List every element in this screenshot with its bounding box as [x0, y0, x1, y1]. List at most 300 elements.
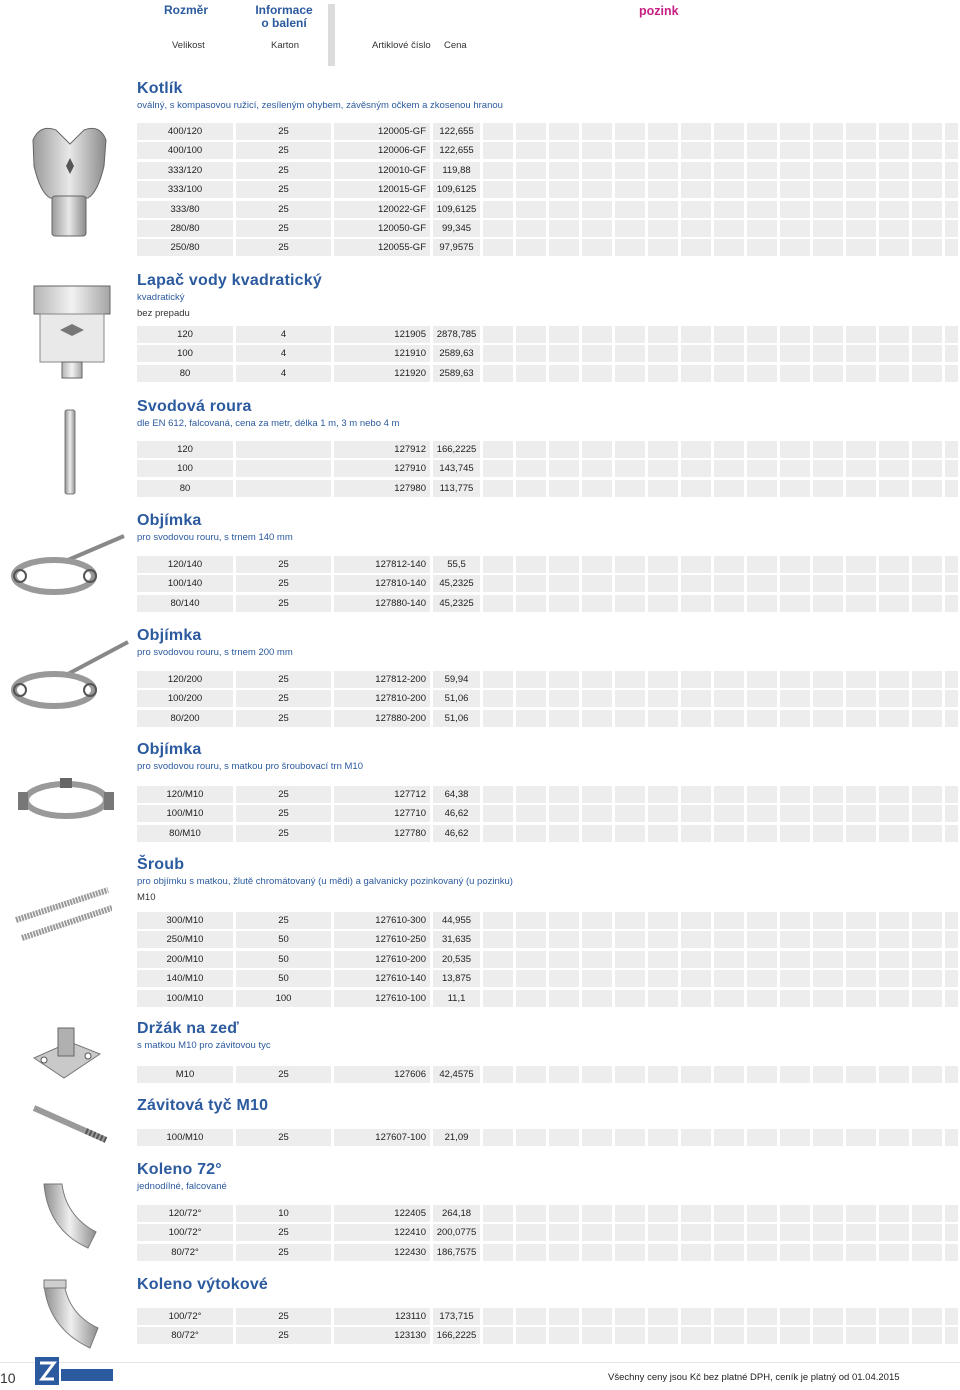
row-cell-bg: [648, 1327, 678, 1344]
row-cell-bg: [945, 365, 958, 382]
cell-size: 100: [177, 463, 193, 474]
row-cell-bg: [747, 239, 777, 256]
row-cell-bg: [483, 931, 513, 948]
row-cell-bg: [879, 990, 909, 1007]
row-cell-bg: [813, 326, 843, 343]
row-cell-bg: [945, 345, 958, 362]
cell-price: 109,6125: [436, 184, 477, 195]
row-cell-bg: [780, 690, 810, 707]
cell-price: 173,715: [439, 1311, 474, 1322]
cell-carton: 25: [278, 598, 289, 609]
row-cell-bg: [945, 556, 958, 573]
row-cell-bg: [747, 931, 777, 948]
cell-article: 121910: [394, 348, 426, 359]
section-note: M10: [137, 892, 156, 903]
row-cell-bg: [945, 480, 958, 497]
cell-article: 120015-GF: [377, 184, 426, 195]
cell-price: 59,94: [444, 674, 469, 685]
row-cell-bg: [747, 1327, 777, 1344]
row-cell-bg: [879, 805, 909, 822]
row-cell-bg: [516, 1205, 546, 1222]
row-cell-bg: [780, 912, 810, 929]
row-cell-bg: [747, 1129, 777, 1146]
row-cell-bg: [945, 912, 958, 929]
row-cell-bg: [549, 365, 579, 382]
row-cell-bg: [549, 595, 579, 612]
row-cell-bg: [582, 1129, 612, 1146]
cell-carton: 4: [280, 329, 287, 340]
row-cell-bg: [912, 710, 942, 727]
cell-size: 100/72°: [168, 1311, 202, 1322]
row-cell-bg: [813, 142, 843, 159]
cell-size: 100: [177, 348, 193, 359]
row-cell-bg: [945, 671, 958, 688]
row-cell-bg: [648, 825, 678, 842]
cell-price: 55,5: [447, 559, 466, 570]
row-cell-bg: [747, 1308, 777, 1325]
row-cell-bg: [846, 671, 876, 688]
row-cell-bg: [912, 162, 942, 179]
section-title: Objímka: [137, 627, 202, 644]
row-cell-bg: [714, 1244, 744, 1261]
row-cell-bg: [879, 480, 909, 497]
row-cell-bg: [747, 201, 777, 218]
row-cell-bg: [714, 1066, 744, 1083]
row-cell-bg: [681, 1308, 711, 1325]
row-cell-bg: [615, 786, 645, 803]
row-cell-bg: [747, 181, 777, 198]
row-cell-bg: [813, 1224, 843, 1241]
row-cell-bg: [483, 326, 513, 343]
cell-price: 166,2225: [436, 1330, 477, 1341]
row-cell-bg: [945, 1224, 958, 1241]
cell-article: 127810-200: [375, 693, 426, 704]
row-cell-bg: [648, 365, 678, 382]
row-cell-bg: [648, 1224, 678, 1241]
row-cell-bg: [945, 460, 958, 477]
row-cell-bg: [681, 931, 711, 948]
row-cell-bg: [615, 970, 645, 987]
cell-carton: 25: [278, 1132, 289, 1143]
section-title: Závitová tyč M10: [137, 1097, 269, 1114]
cell-price: 21,09: [444, 1132, 469, 1143]
table-row: [137, 365, 958, 382]
row-cell-bg: [516, 201, 546, 218]
row-cell-bg: [714, 951, 744, 968]
row-cell-bg: [516, 1327, 546, 1344]
row-cell-bg: [516, 1224, 546, 1241]
row-cell-bg: [813, 123, 843, 140]
row-cell-bg: [912, 575, 942, 592]
cell-price: 122,655: [439, 145, 474, 156]
row-cell-bg: [912, 556, 942, 573]
row-cell-bg: [681, 710, 711, 727]
row-cell-bg: [483, 123, 513, 140]
row-cell-bg: [615, 1244, 645, 1261]
row-cell-bg: [912, 1129, 942, 1146]
row-cell-bg: [582, 181, 612, 198]
cell-article: 127880-140: [375, 598, 426, 609]
row-cell-bg: [516, 345, 546, 362]
row-cell-bg: [648, 142, 678, 159]
cell-carton: 25: [278, 1227, 289, 1238]
row-cell-bg: [813, 805, 843, 822]
row-cell-bg: [945, 181, 958, 198]
row-cell-bg: [714, 805, 744, 822]
cell-carton: 25: [278, 578, 289, 589]
row-cell-bg: [846, 990, 876, 1007]
cell-price: 42,4575: [439, 1069, 474, 1080]
row-cell-bg: [516, 556, 546, 573]
table-row: [137, 1224, 958, 1241]
row-cell-bg: [681, 690, 711, 707]
row-cell-bg: [780, 181, 810, 198]
cell-article: 127610-200: [375, 954, 426, 965]
row-cell-bg: [879, 710, 909, 727]
row-cell-bg: [483, 1066, 513, 1083]
row-cell-bg: [681, 1066, 711, 1083]
row-cell-bg: [912, 239, 942, 256]
row-cell-bg: [549, 912, 579, 929]
row-cell-bg: [945, 595, 958, 612]
cell-size: 100/72°: [168, 1227, 202, 1238]
row-cell-bg: [615, 181, 645, 198]
section-subtitle: s matkou M10 pro závitovou tyc: [137, 1040, 271, 1051]
row-cell-bg: [813, 220, 843, 237]
cell-price: 46,62: [444, 828, 469, 839]
row-cell-bg: [582, 1224, 612, 1241]
row-cell-bg: [747, 710, 777, 727]
row-cell-bg: [582, 951, 612, 968]
row-cell-bg: [879, 690, 909, 707]
row-cell-bg: [912, 970, 942, 987]
row-cell-bg: [780, 460, 810, 477]
row-cell-bg: [813, 1129, 843, 1146]
row-cell-bg: [549, 671, 579, 688]
cell-size: 80/200: [170, 713, 200, 724]
row-cell-bg: [945, 970, 958, 987]
downpipe-image: [60, 408, 80, 496]
row-cell-bg: [912, 1205, 942, 1222]
row-cell-bg: [582, 805, 612, 822]
row-cell-bg: [780, 1244, 810, 1261]
row-cell-bg: [549, 1308, 579, 1325]
cell-carton: 25: [278, 789, 289, 800]
row-cell-bg: [879, 786, 909, 803]
cell-article: 127810-140: [375, 578, 426, 589]
section-title: Svodová roura: [137, 398, 252, 415]
table-row: [137, 1308, 958, 1325]
row-cell-bg: [714, 575, 744, 592]
row-cell-bg: [648, 123, 678, 140]
row-cell-bg: [846, 345, 876, 362]
row-cell-bg: [483, 1308, 513, 1325]
cell-article: 120055-GF: [377, 242, 426, 253]
row-cell-bg: [879, 220, 909, 237]
row-cell-bg: [681, 575, 711, 592]
cell-size: 280/80: [170, 223, 200, 234]
cell-article: 127610-140: [375, 973, 426, 984]
row-cell-bg: [615, 365, 645, 382]
cell-article: 127610-300: [375, 915, 426, 926]
row-cell-bg: [648, 239, 678, 256]
section-title: Objímka: [137, 741, 202, 758]
row-cell-bg: [945, 931, 958, 948]
row-cell-bg: [648, 990, 678, 1007]
row-cell-bg: [648, 162, 678, 179]
row-cell-bg: [549, 220, 579, 237]
footer-divider: [0, 1362, 960, 1363]
cell-article: 127780: [394, 828, 426, 839]
row-cell-bg: [516, 480, 546, 497]
cell-carton: 25: [278, 808, 289, 819]
row-cell-bg: [747, 1244, 777, 1261]
cell-carton: 50: [278, 934, 289, 945]
cell-price: 20,535: [441, 954, 472, 965]
row-cell-bg: [516, 690, 546, 707]
row-cell-bg: [615, 825, 645, 842]
row-cell-bg: [483, 951, 513, 968]
header-rozmer: Rozměr: [163, 3, 208, 17]
row-cell-bg: [780, 239, 810, 256]
row-cell-bg: [516, 181, 546, 198]
cell-article: 127812-200: [375, 674, 426, 685]
row-cell-bg: [582, 480, 612, 497]
row-cell-bg: [912, 460, 942, 477]
section-subtitle: kvadratický: [137, 292, 185, 303]
row-cell-bg: [516, 912, 546, 929]
row-cell-bg: [780, 575, 810, 592]
row-cell-bg: [714, 786, 744, 803]
row-cell-bg: [582, 239, 612, 256]
row-cell-bg: [912, 912, 942, 929]
cell-article: 120010-GF: [377, 165, 426, 176]
row-cell-bg: [582, 1327, 612, 1344]
row-cell-bg: [714, 181, 744, 198]
row-cell-bg: [615, 345, 645, 362]
row-cell-bg: [813, 239, 843, 256]
section-subtitle: pro svodovou rouru, s trnem 200 mm: [137, 647, 293, 658]
row-cell-bg: [780, 441, 810, 458]
cell-size: 80/72°: [171, 1330, 199, 1341]
cell-carton: 25: [278, 828, 289, 839]
row-cell-bg: [780, 990, 810, 1007]
row-cell-bg: [681, 825, 711, 842]
row-cell-bg: [549, 345, 579, 362]
row-cell-bg: [813, 365, 843, 382]
row-cell-bg: [615, 142, 645, 159]
row-cell-bg: [945, 1129, 958, 1146]
section-title: Lapač vody kvadratický: [137, 272, 322, 289]
row-cell-bg: [549, 201, 579, 218]
cell-article: 127610-250: [375, 934, 426, 945]
table-row: [137, 556, 958, 573]
row-cell-bg: [879, 201, 909, 218]
row-cell-bg: [813, 690, 843, 707]
row-cell-bg: [912, 326, 942, 343]
header-cena: Cena: [444, 40, 467, 51]
row-cell-bg: [813, 825, 843, 842]
cell-carton: 25: [278, 242, 289, 253]
cell-price: 45,2325: [439, 598, 474, 609]
table-row: [137, 912, 958, 929]
row-cell-bg: [747, 1205, 777, 1222]
row-cell-bg: [516, 1308, 546, 1325]
row-cell-bg: [879, 162, 909, 179]
section-title: Koleno výtokové: [137, 1276, 269, 1293]
row-cell-bg: [681, 345, 711, 362]
table-row: [137, 825, 958, 842]
row-cell-bg: [681, 970, 711, 987]
row-cell-bg: [780, 1327, 810, 1344]
header-artikl: Artiklové číslo: [372, 40, 431, 51]
cell-carton: 25: [278, 693, 289, 704]
row-cell-bg: [714, 345, 744, 362]
row-cell-bg: [813, 951, 843, 968]
table-row: [137, 805, 958, 822]
cell-size: 120: [177, 444, 193, 455]
row-cell-bg: [879, 1224, 909, 1241]
row-cell-bg: [879, 365, 909, 382]
row-cell-bg: [714, 326, 744, 343]
row-cell-bg: [483, 220, 513, 237]
row-cell-bg: [846, 825, 876, 842]
row-cell-bg: [879, 239, 909, 256]
row-cell-bg: [846, 142, 876, 159]
row-cell-bg: [747, 345, 777, 362]
row-cell-bg: [615, 239, 645, 256]
cell-size: 80/72°: [171, 1247, 199, 1258]
row-cell-bg: [516, 951, 546, 968]
row-cell-bg: [615, 162, 645, 179]
row-cell-bg: [912, 1224, 942, 1241]
row-cell-bg: [582, 1066, 612, 1083]
row-cell-bg: [681, 365, 711, 382]
table-row: [137, 595, 958, 612]
table-row: [137, 710, 958, 727]
cell-size: 80/M10: [169, 828, 201, 839]
row-cell-bg: [747, 825, 777, 842]
row-cell-bg: [648, 220, 678, 237]
row-cell-bg: [912, 1308, 942, 1325]
row-cell-bg: [483, 912, 513, 929]
row-cell-bg: [549, 326, 579, 343]
cell-price: 113,775: [439, 483, 474, 494]
row-cell-bg: [813, 1308, 843, 1325]
row-cell-bg: [780, 671, 810, 688]
row-cell-bg: [549, 441, 579, 458]
row-cell-bg: [483, 441, 513, 458]
row-cell-bg: [615, 951, 645, 968]
row-cell-bg: [582, 786, 612, 803]
row-cell-bg: [615, 480, 645, 497]
cell-price: 64,38: [444, 789, 469, 800]
row-cell-bg: [945, 710, 958, 727]
table-row: [137, 1066, 958, 1083]
row-cell-bg: [483, 1327, 513, 1344]
row-cell-bg: [912, 951, 942, 968]
row-cell-bg: [582, 326, 612, 343]
row-cell-bg: [615, 805, 645, 822]
row-cell-bg: [582, 825, 612, 842]
row-cell-bg: [846, 441, 876, 458]
cell-article: 122410: [394, 1227, 426, 1238]
row-cell-bg: [681, 1205, 711, 1222]
row-cell-bg: [483, 970, 513, 987]
cell-price: 143,745: [439, 463, 474, 474]
row-cell-bg: [681, 805, 711, 822]
cell-size: 80: [179, 483, 191, 494]
row-cell-bg: [912, 990, 942, 1007]
cell-size: 200/M10: [166, 954, 204, 965]
row-cell-bg: [879, 345, 909, 362]
cell-size: M10: [175, 1069, 195, 1080]
table-row: [137, 460, 958, 477]
cell-article: 127912: [394, 444, 426, 455]
row-cell-bg: [714, 970, 744, 987]
column-header: [0, 0, 960, 70]
row-cell-bg: [846, 365, 876, 382]
row-cell-bg: [714, 220, 744, 237]
cell-carton: 100: [275, 993, 292, 1004]
table-row: [137, 1327, 958, 1344]
row-cell-bg: [747, 142, 777, 159]
table-row: [137, 951, 958, 968]
row-cell-bg: [615, 575, 645, 592]
row-cell-bg: [483, 671, 513, 688]
row-cell-bg: [483, 786, 513, 803]
row-cell-bg: [615, 460, 645, 477]
row-cell-bg: [483, 201, 513, 218]
cell-size: 120: [177, 329, 193, 340]
row-cell-bg: [648, 595, 678, 612]
row-cell-bg: [714, 825, 744, 842]
row-cell-bg: [582, 990, 612, 1007]
row-cell-bg: [516, 786, 546, 803]
row-cell-bg: [714, 480, 744, 497]
section-subtitle: oválný, s kompasovou ružicí, zesíleným ohybem, závěsným očkem a zkosenou hranou: [137, 100, 503, 111]
row-cell-bg: [615, 1224, 645, 1241]
row-cell-bg: [681, 480, 711, 497]
table-row: [137, 345, 958, 362]
row-cell-bg: [879, 825, 909, 842]
row-cell-bg: [912, 181, 942, 198]
row-cell-bg: [945, 1066, 958, 1083]
row-cell-bg: [681, 326, 711, 343]
cell-article: 127710: [394, 808, 426, 819]
row-cell-bg: [483, 1205, 513, 1222]
row-cell-bg: [582, 345, 612, 362]
row-cell-bg: [549, 142, 579, 159]
row-cell-bg: [912, 786, 942, 803]
row-cell-bg: [747, 365, 777, 382]
row-cell-bg: [879, 912, 909, 929]
table-row: [137, 786, 958, 803]
row-cell-bg: [615, 201, 645, 218]
cell-size: 333/100: [167, 184, 203, 195]
row-cell-bg: [516, 1244, 546, 1261]
row-cell-bg: [648, 710, 678, 727]
row-cell-bg: [813, 990, 843, 1007]
row-cell-bg: [516, 142, 546, 159]
row-cell-bg: [582, 460, 612, 477]
cell-carton: 25: [278, 126, 289, 137]
row-cell-bg: [846, 1308, 876, 1325]
row-cell-bg: [615, 595, 645, 612]
row-cell-bg: [549, 480, 579, 497]
row-cell-bg: [615, 710, 645, 727]
row-cell-bg: [945, 786, 958, 803]
